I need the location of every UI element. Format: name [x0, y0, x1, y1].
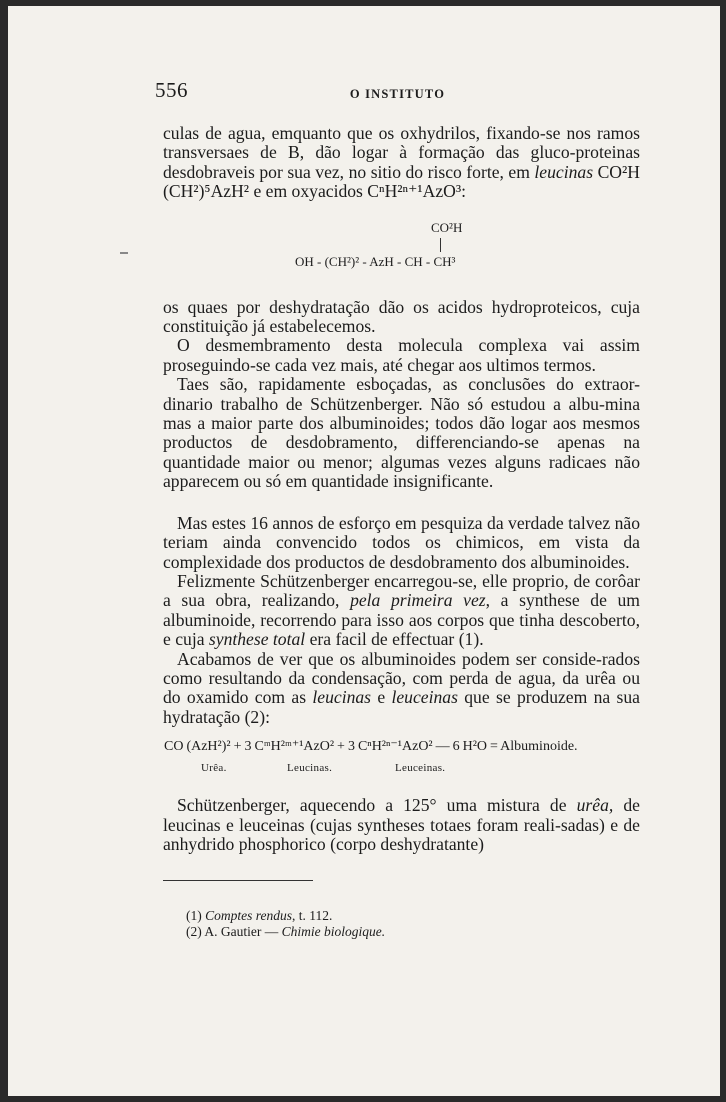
page-number: 556	[155, 78, 188, 102]
running-head	[155, 78, 640, 108]
paragraph-2: os quaes por deshydratação dão os acidos hydroproteicos, cuja constituição já estabelecemos.	[163, 296, 640, 337]
paragraph-1-text-a: culas de agua, emquanto que os oxhydrilos, fixando-se nos ramos transversaes de B, dão logar à formação das gluco-proteinas desdobraveis por sua vez, no sitio do risco forte, em	[163, 123, 640, 182]
formula-main-chain: OH - (CH²)² - AzH - CH - CH³	[295, 253, 456, 269]
equation-label-urea: Urêa.	[201, 762, 227, 775]
paragraph-1-text-b: CO²H (CH²)⁵AzH² e em oxyacidos CⁿH²ⁿ⁺¹AzO³:	[163, 161, 640, 202]
equation-label-leucinas: Leucinas.	[287, 762, 333, 775]
footnote-1	[186, 908, 385, 924]
paragraph-6-italic-2: synthese total	[208, 629, 306, 650]
paragraph-8-text-a: Schützenberger, aquecendo a 125° uma mistura de	[177, 795, 577, 816]
paragraph-7-text-c: que se produzem na sua hydratação (2):	[163, 687, 640, 727]
paragraph-8-italic: urêa,	[576, 795, 614, 816]
paragraph-5: Mas estes 16 annos de esforço em pesquiza da verdade talvez não teriam ainda convencido todos os chimicos, em vista da complexidade dos productos de desdobramento dos albuminoides.	[163, 512, 640, 572]
footnote-2-author: A. Gautier —	[204, 924, 282, 939]
body-text	[163, 124, 640, 854]
formula-top-group: CO²H	[431, 219, 463, 235]
paragraph-1	[163, 124, 640, 202]
formula-bond-line	[440, 238, 441, 252]
paragraph-7-italic-2: leuceinas	[391, 687, 458, 708]
paragraph-7-text-b: e	[371, 687, 392, 708]
paragraph-8	[163, 796, 640, 854]
equation-label-leuceinas: Leuceinas.	[395, 762, 446, 775]
margin-mark	[120, 252, 128, 254]
paragraph-8-text-b: de leucinas e leuceinas (cujas syntheses totaes foram reali-sadas) e de anhydrido phosphorico (corpo deshydratante)	[163, 795, 640, 854]
paragraph-7-italic-1: leucinas	[312, 687, 372, 708]
equation-line: CO (AzH²)² + 3 CᵐH²ᵐ⁺¹AzO² + 3 CⁿH²ⁿ⁻¹AzO² — 6 H²O = Albuminoide.	[164, 739, 578, 755]
footnote-2	[186, 924, 385, 940]
paragraph-6-italic-1: pela primeira vez	[350, 590, 486, 611]
structural-formula	[163, 210, 640, 292]
paragraph-3: O desmembramento desta molecula complexa vai assim proseguindo-se cada vez mais, até chegar aos ultimos termos.	[163, 335, 640, 375]
footnote-1-italic: Comptes rendus	[205, 908, 292, 923]
chemical-equation	[163, 737, 640, 777]
paragraph-6-text-b: , a synthese de um albuminoide, recorrendo para isso aos corpos que tinha descoberto, e cuja	[163, 590, 640, 650]
paragraph-6-text-a: Felizmente Schützenberger encarregou-se, elle proprio, de corôar a sua obra, realizando,	[163, 570, 640, 611]
paragraph-7-text-a: Acabamos de ver que os albuminoides podem ser conside-rados como resultando da condensação, com perda de agua, da urêa ou do oxamido com as	[163, 648, 640, 708]
footnote-1-rest: , t. 112.	[292, 908, 333, 923]
footnote-2-italic: Chimie biologique.	[281, 924, 386, 939]
paragraph-7	[163, 650, 640, 728]
paragraph-4: Taes são, rapidamente esboçadas, as conclusões do extraor-dinario trabalho de Schützenberger. Não só estudou a albu-mina mas a maior parte dos albuminoides; todos dão logar aos mesmos productos de desdobramento, differenciando-se apenas na quantidade maior ou menor; algumas vezes alguns radicaes não apparecem ou só em quantidade insignificante.	[163, 374, 640, 492]
journal-title: O INSTITUTO	[349, 87, 446, 101]
footnote-2-number: (2)	[186, 924, 205, 939]
footnote-separator	[163, 880, 313, 881]
footnote-1-number: (1)	[186, 908, 206, 923]
paragraph-1-italic: leucinas	[534, 161, 594, 182]
paragraph-6-text-c: era facil de effectuar (1).	[305, 629, 484, 650]
footnotes	[186, 908, 385, 940]
paragraph-6	[163, 572, 640, 650]
